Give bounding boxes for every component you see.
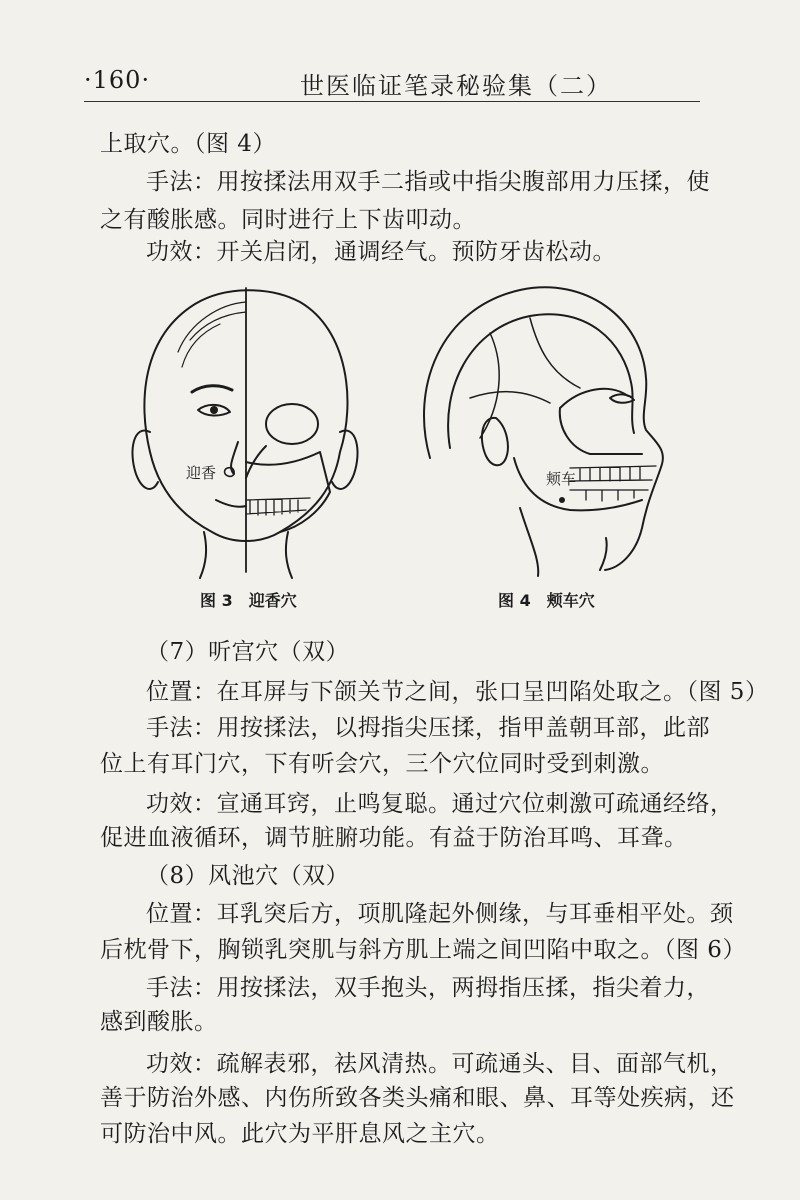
- paragraph-line: 手法：用按揉法，双手抱头，两拇指压揉，指尖着力，: [146, 975, 710, 1001]
- section-heading: （7）听宫穴（双）: [146, 639, 350, 665]
- paragraph-line: 位上有耳门穴，下有听会穴，三个穴位同时受到刺激。: [100, 751, 664, 777]
- paragraph-line: 善于防治外感、内伤所致各类头痛和眼、鼻、耳等处疾病，还: [100, 1085, 735, 1111]
- right-ear: [332, 431, 358, 489]
- paragraph-line: 功效：疏解表邪，祛风清热。可疏通头、目、面部气机，: [146, 1051, 734, 1077]
- eye-socket: [266, 404, 318, 444]
- teeth: [246, 498, 310, 515]
- point-label-yingxiang: 迎香: [186, 464, 217, 482]
- left-eyebrow: [192, 386, 232, 392]
- skull-cheek: [246, 452, 330, 532]
- paragraph-line: 位置：耳乳突后方，项肌隆起外侧缘，与耳垂相平处。颈: [146, 901, 734, 927]
- paragraph-line: 上取穴。（图 4）: [100, 131, 276, 157]
- running-title: 世医临证笔录秘验集（二）: [300, 72, 612, 100]
- ear: [482, 418, 508, 465]
- left-ear: [132, 431, 158, 489]
- teeth-upper: [570, 466, 656, 481]
- neck: [520, 508, 607, 576]
- nose: [231, 442, 266, 478]
- figure-3-front-face: [120, 282, 370, 582]
- head-outline: [424, 287, 663, 570]
- hair-strands: [178, 302, 246, 367]
- paragraph-line: 功效：宣通耳窍，止鸣复聪。通过穴位刺激可疏通经络，: [146, 791, 734, 817]
- paragraph-line: 可防治中风。此穴为平肝息风之主穴。: [100, 1121, 500, 1147]
- eye: [610, 394, 634, 402]
- page-number: ·160·: [84, 66, 151, 94]
- paragraph-line: 促进血液循环，调节脏腑功能。有益于防治耳鸣、耳聋。: [100, 825, 688, 851]
- paragraph-line: 之有酸胀感。同时进行上下齿叩动。: [100, 207, 476, 233]
- figure-4-skull-profile: [410, 278, 680, 578]
- header-rule: [84, 101, 700, 102]
- paragraph-line: 感到酸胀。: [100, 1009, 218, 1035]
- face-bones: [560, 389, 642, 454]
- section-heading: （8）风池穴（双）: [146, 863, 350, 889]
- paragraph-line: 手法：用按揉法用双手二指或中指尖腹部用力压揉，使: [146, 169, 710, 195]
- point-marker: [559, 497, 565, 503]
- point-label-jiache: 颊车: [546, 470, 577, 488]
- figure-4-caption: 图 4 颊车穴: [498, 591, 595, 610]
- skull-outline: [448, 314, 634, 448]
- mouth: [216, 500, 246, 507]
- paragraph-line: 功效：开关启闭，通调经气。预防牙齿松动。: [146, 239, 616, 265]
- jaw: [514, 458, 642, 510]
- paragraph-line: 手法：用按揉法，以拇指尖压揉，指甲盖朝耳部，此部: [146, 715, 710, 741]
- figure-3-caption: 图 3 迎香穴: [200, 591, 297, 610]
- paragraph-line: 后枕骨下，胸锁乳突肌与斜方肌上端之间凹陷中取之。（图 6）: [100, 937, 746, 963]
- paragraph-line: 位置：在耳屏与下颌关节之间，张口呈凹陷处取之。（图 5）: [146, 679, 769, 705]
- teeth-lower: [570, 490, 648, 501]
